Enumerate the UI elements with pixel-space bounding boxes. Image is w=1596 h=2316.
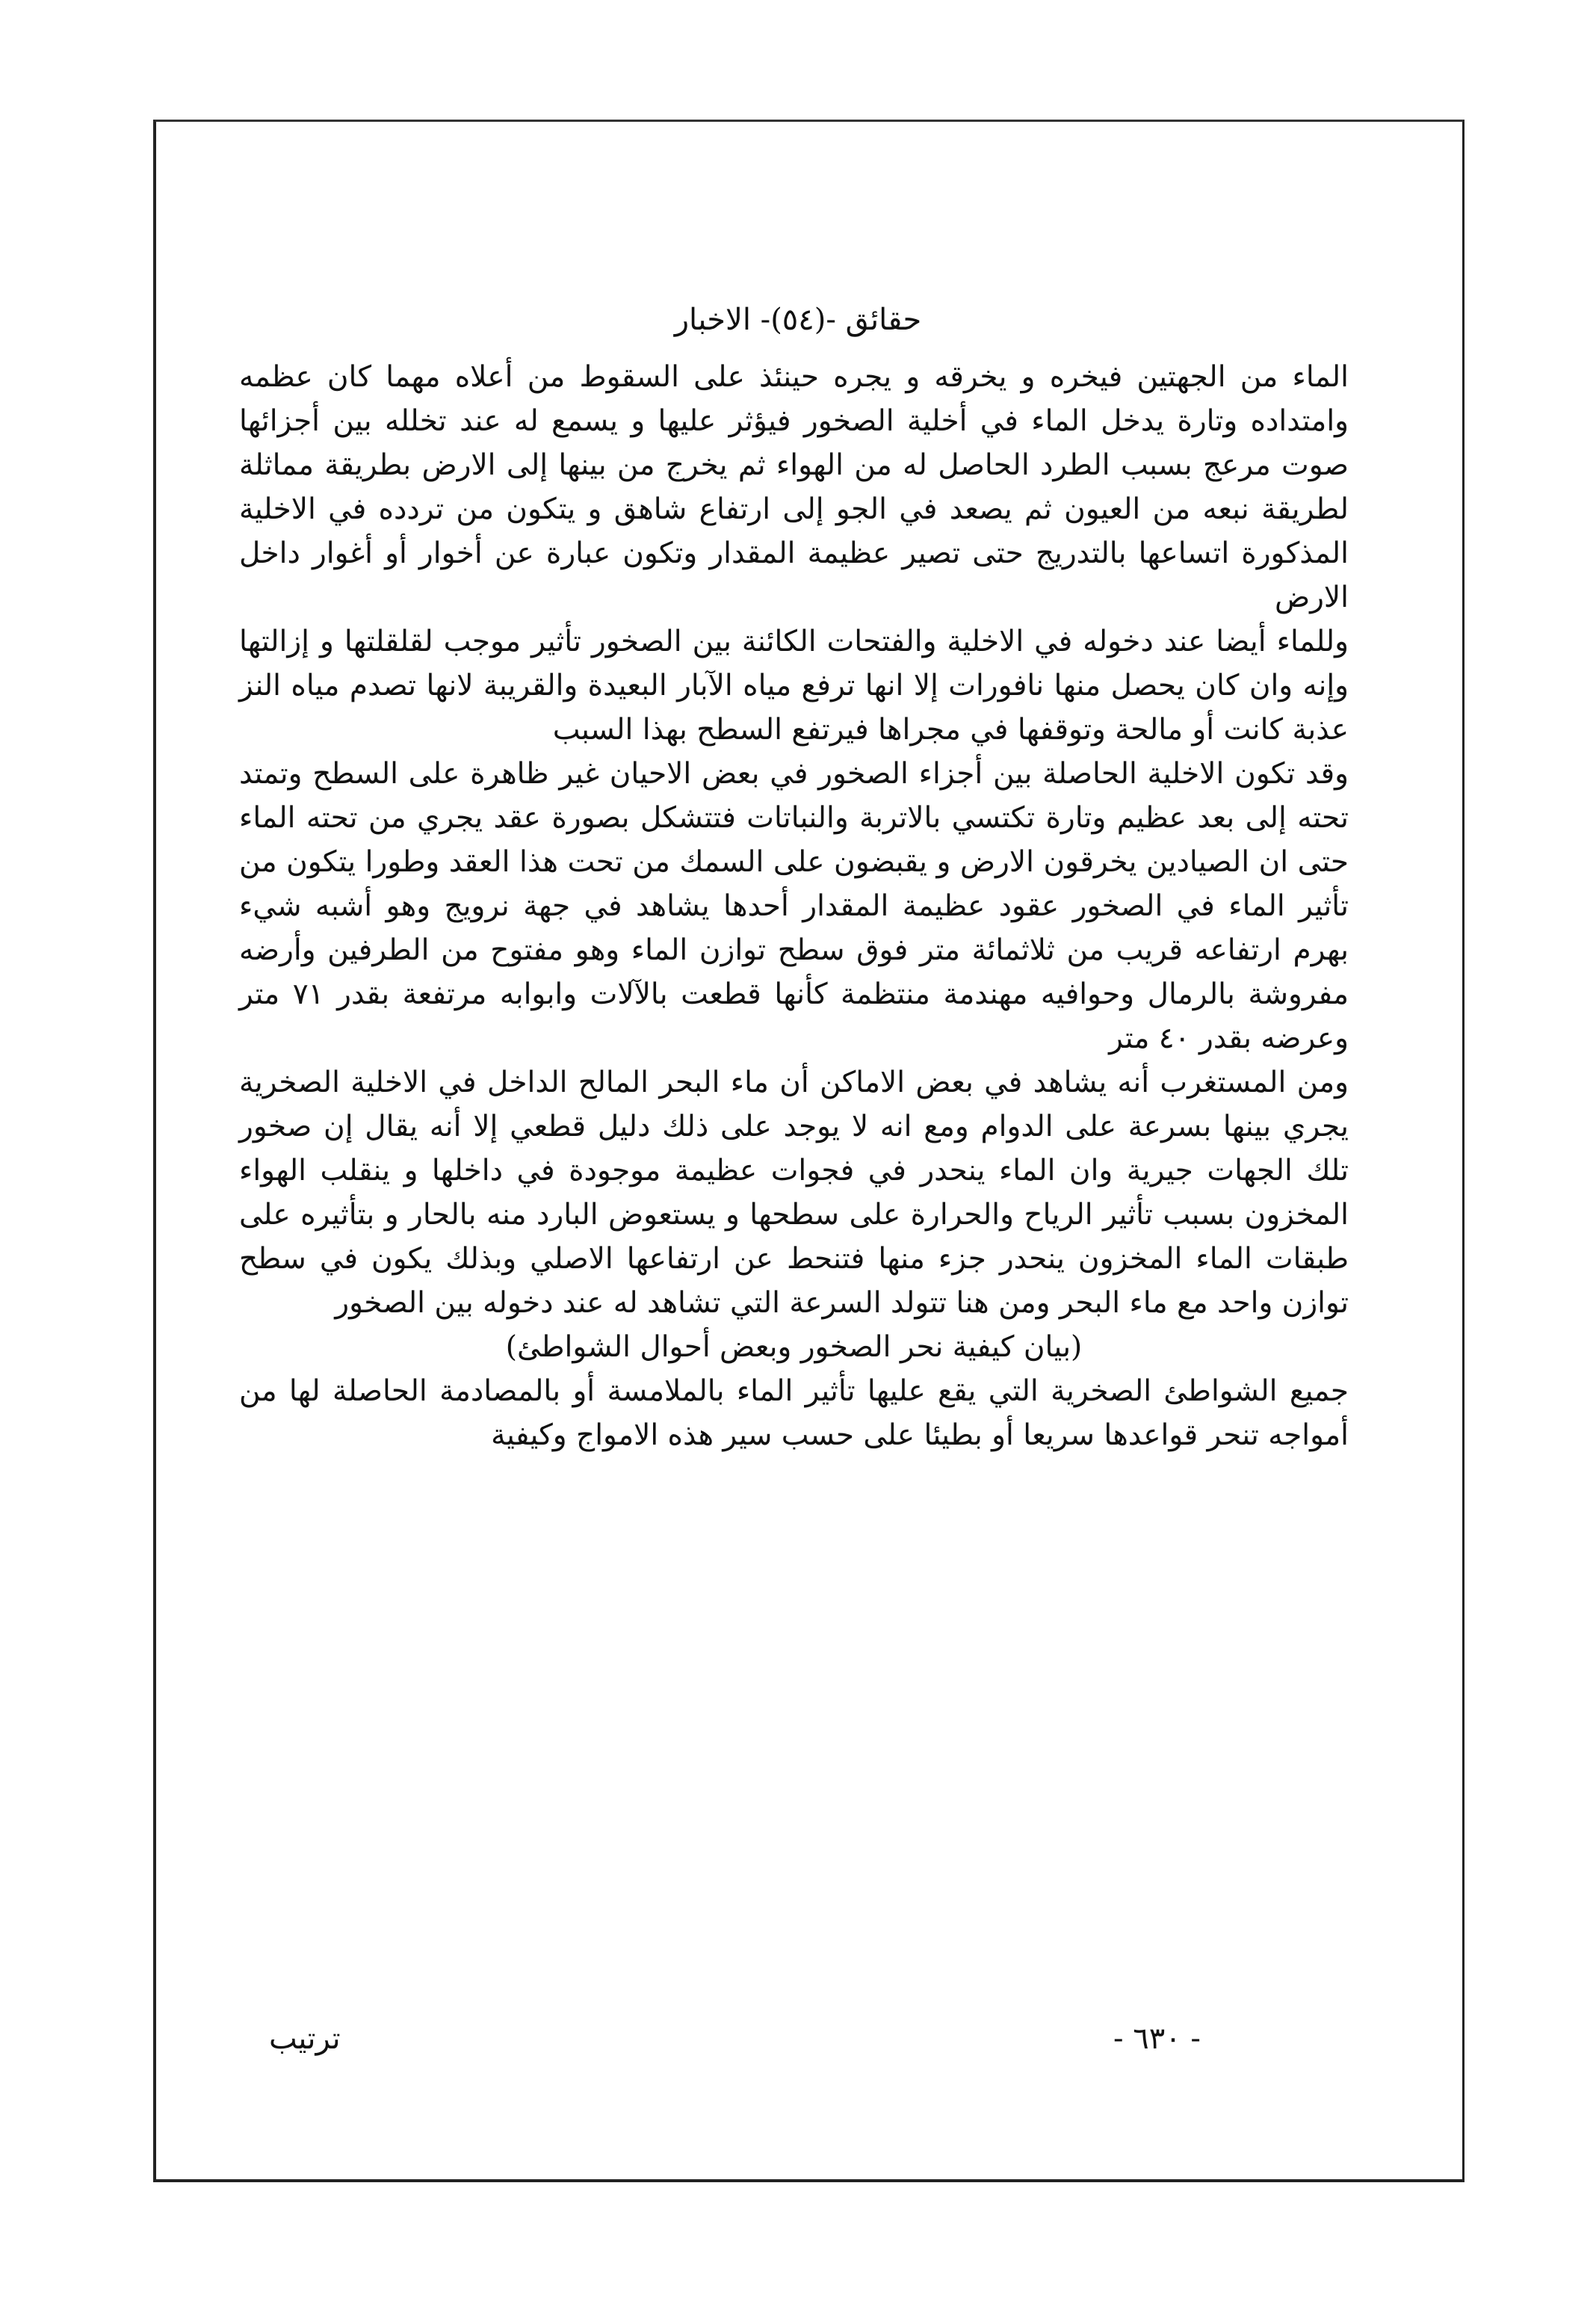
page-number: - ٦٣٠ -	[1113, 2022, 1201, 2056]
section-paragraph: جميع الشواطئ الصخرية التي يقع عليها تأثير الماء بالملامسة أو بالمصادمة الحاصلة لها من أمواجه تنحر قواعدها سريعا أو بطيئا على حسب سير هذه الامواج وكيفية	[239, 1374, 1349, 1452]
body-text	[239, 355, 1349, 1457]
paragraph-4: ومن المستغرب أنه يشاهد في بعض الاماكن أن ماء البحر المالح الداخل في الاخلية الصخرية يجري بينها بسرعة على الدوام ومع انه لا يوجد على ذلك دليل قطعي إلا أنه يقال إن صخور تلك الجهات جيرية وان الماء ينحدر في فجوات عظيمة موجودة في داخلها و ينقلب الهواء المخزون بسبب تأثير الرياح والحرارة على سطحها و يستعوض البارد منه بالحار و بتأثيره على طبقات الماء المخزون ينحدر جزء منها فتنحط عن ارتفاعها الاصلي وبذلك يكون في سطح توازن واحد مع ماء البحر ومن هنا تتولد السرعة التي تشاهد له عند دخوله بين الصخور	[239, 1066, 1349, 1320]
section-heading: (بيان كيفية نحر الصخور وبعض أحوال الشواطئ)	[505, 1330, 1083, 1364]
catchword: ترتيب	[269, 2022, 341, 2056]
paragraph-1: الماء من الجهتين فيخره و يخرقه و يجره حينئذ على السقوط من أعلاه مهما كان عظمه وامتداده وتارة يدخل الماء في أخلية الصخور فيؤثر عليها و يسمع له عند تخلله بين أجزائها صوت مرعج بسبب الطرد الحاصل له من الهواء ثم يخرج من بينها إلى الارض بطريقة مماثلة لطريقة نبعه من العيون ثم يصعد في الجو إلى ارتفاع شاهق و يتكون من تردده في الاخلية المذكورة اتساعها بالتدريج حتى تصير عظيمة المقدار وتكون عبارة عن أخوار أو أغوار داخل الارض	[239, 360, 1349, 614]
paragraph-3: وقد تكون الاخلية الحاصلة بين أجزاء الصخور في بعض الاحيان غير ظاهرة على السطح وتمتد تحته إلى بعد عظيم وتارة تكتسي بالاتربة والنباتات فتتشكل بصورة عقد يجري من تحته الماء حتى ان الصيادين يخرقون الارض و يقبضون على السمك من تحت هذا العقد وطورا يتكون من تأثير الماء في الصخور عقود عظيمة المقدار أحدها يشاهد في جهة نرويج وهو أشبه شيء بهرم ارتفاعه قريب من ثلاثمائة متر فوق سطح توازن الماء وهو مفتوح من الطرفين وأرضه مفروشة بالرمال وحوافيه مهندمة منتظمة كأنها قطعت بالآلات وابوابه مرتفعة بقدر ٧١ متر وعرضه بقدر ٤٠ متر	[239, 757, 1349, 1055]
running-head: حقائق -(٥٤)- الاخبار	[674, 303, 922, 337]
paragraph-2: وللماء أيضا عند دخوله في الاخلية والفتحات الكائنة بين الصخور تأثير موجب لقلقلتها و إزالتها وإنه وان كان يحصل منها نافورات إلا انها ترفع مياه الآبار البعيدة والقريبة لانها تصدم مياه النز عذبة كانت أو مالحة وتوقفها في مجراها فيرتفع السطح بهذا السبب	[239, 625, 1349, 747]
